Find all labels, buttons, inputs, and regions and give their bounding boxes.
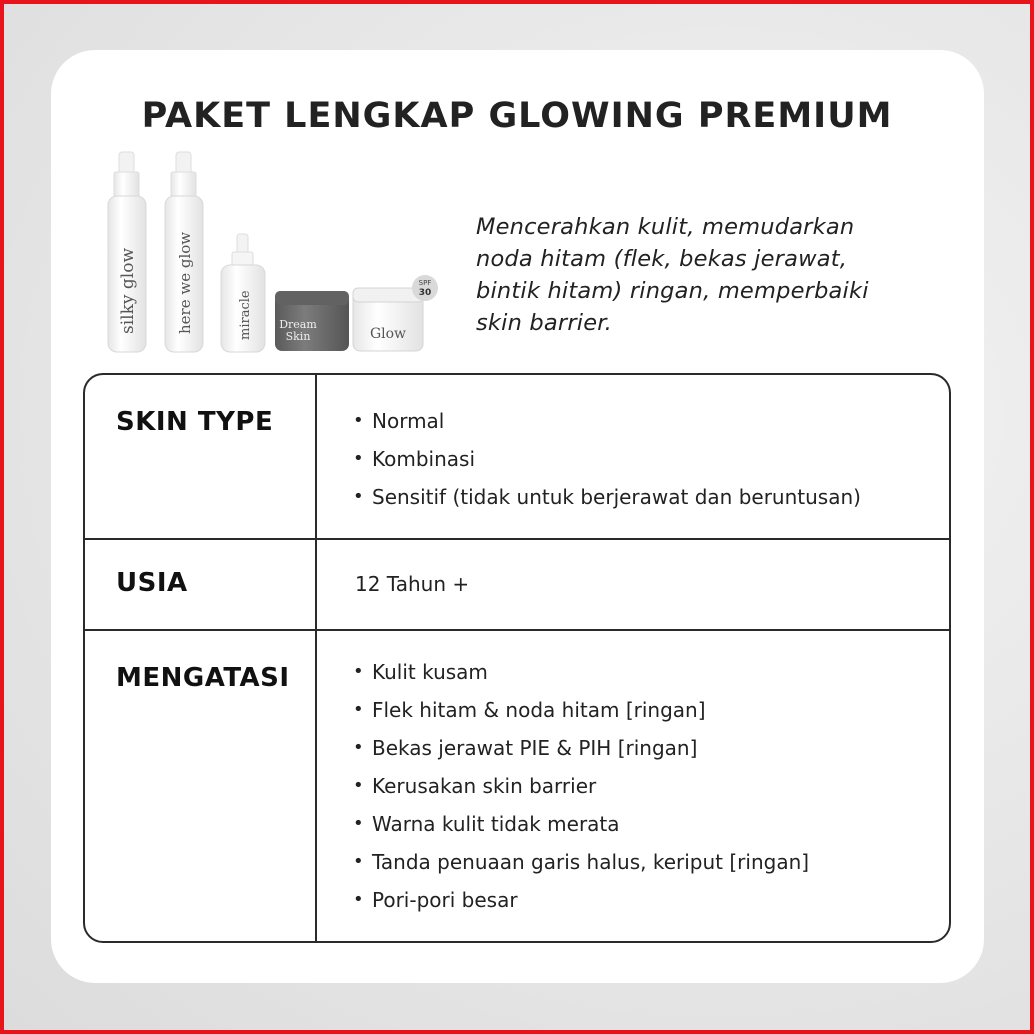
skin-type-list bbox=[353, 409, 861, 523]
jar2-label: Glow bbox=[369, 326, 407, 342]
spf-label: SPF bbox=[418, 279, 432, 287]
skin-type-item: • Kombinasi bbox=[353, 447, 861, 485]
jar1-label-line1: Dream bbox=[279, 318, 317, 331]
spray-bottle-silky-glow bbox=[108, 152, 146, 352]
usia-label: USIA bbox=[116, 568, 188, 598]
spf-value: 30 bbox=[418, 288, 432, 298]
mengatasi-item: • Pori-pori besar bbox=[353, 888, 809, 926]
bottle1-label: silky glow bbox=[118, 247, 138, 334]
table-row-divider bbox=[85, 538, 949, 540]
mengatasi-item: • Flek hitam & noda hitam [ringan] bbox=[353, 698, 809, 736]
jar1-label-line2: Skin bbox=[285, 330, 311, 343]
mengatasi-list bbox=[353, 660, 809, 926]
product-set-image bbox=[100, 148, 445, 358]
skin-type-item: • Sensitif (tidak untuk berjerawat dan beruntusan) bbox=[353, 485, 861, 523]
mengatasi-label: MENGATASI bbox=[116, 663, 290, 693]
mengatasi-item: • Kulit kusam bbox=[353, 660, 809, 698]
page-title: PAKET LENGKAP GLOWING PREMIUM bbox=[141, 96, 893, 136]
bottle2-label: here we glow bbox=[176, 231, 194, 334]
mengatasi-item: • Tanda penuaan garis halus, keriput [ringan] bbox=[353, 850, 809, 888]
mengatasi-item: • Bekas jerawat PIE & PIH [ringan] bbox=[353, 736, 809, 774]
spray-bottle-here-we-glow bbox=[165, 152, 203, 352]
info-table bbox=[83, 373, 951, 943]
usia-value: 12 Tahun + bbox=[355, 572, 470, 596]
skin-type-item: • Normal bbox=[353, 409, 861, 447]
spf-badge bbox=[412, 275, 438, 301]
serum-bottle-miracle bbox=[221, 234, 265, 352]
jar-glow-spf bbox=[353, 288, 423, 351]
jar-dream-skin bbox=[275, 291, 349, 351]
mengatasi-item: • Kerusakan skin barrier bbox=[353, 774, 809, 812]
product-description: Mencerahkan kulit, memudarkan noda hitam (flek, bekas jerawat, bintik hitam) ringan, memperbaiki skin barrier. bbox=[476, 214, 869, 336]
serum-label: miracle bbox=[238, 290, 253, 340]
mengatasi-item: • Warna kulit tidak merata bbox=[353, 812, 809, 850]
table-column-divider bbox=[315, 375, 317, 941]
table-row-divider bbox=[85, 629, 949, 631]
skin-type-label: SKIN TYPE bbox=[116, 407, 274, 437]
